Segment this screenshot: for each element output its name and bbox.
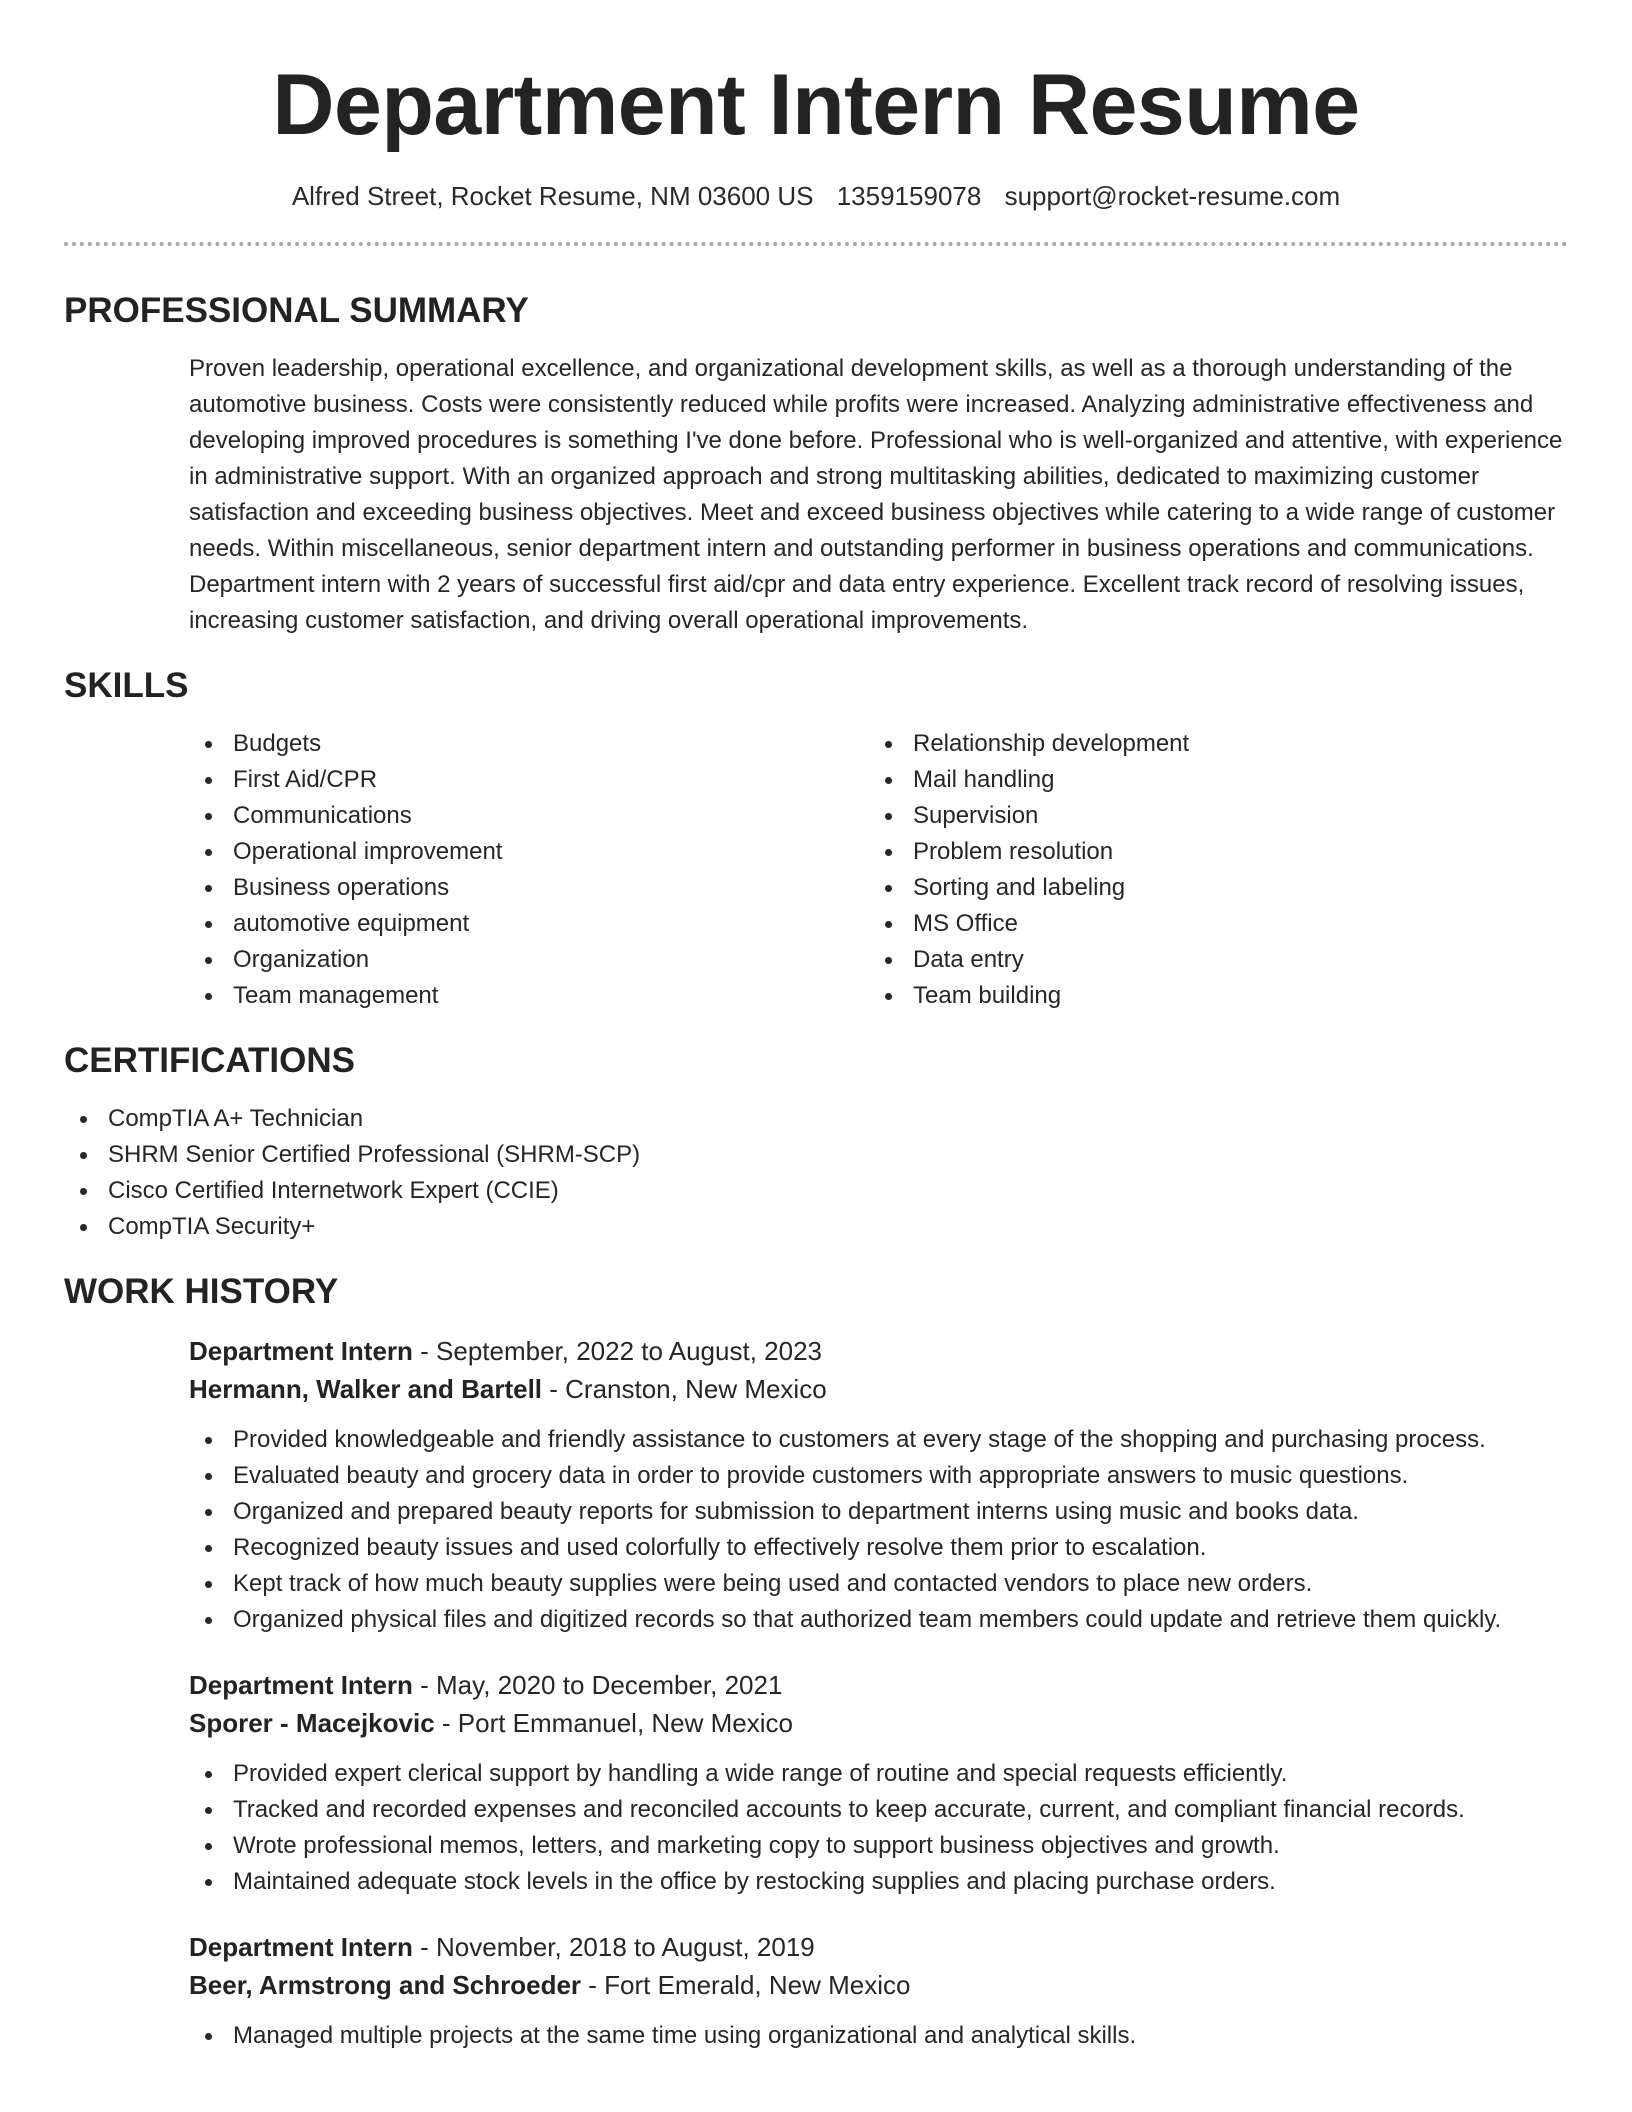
job-location: - Port Emmanuel, New Mexico bbox=[434, 1708, 793, 1738]
contact-address: Alfred Street, Rocket Resume, NM 03600 US bbox=[291, 181, 814, 211]
job-dates: - November, 2018 to August, 2019 bbox=[412, 1932, 815, 1962]
certification-item: CompTIA A+ Technician bbox=[64, 1101, 1568, 1137]
job-bullet: Evaluated beauty and grocery data in order to provide customers with appropriate answers to music questions. bbox=[189, 1458, 1568, 1494]
skill-item: Organization bbox=[189, 942, 869, 978]
job-company: Sporer - Macejkovic bbox=[189, 1708, 435, 1738]
job-bullet: Recognized beauty issues and used colorfully to effectively resolve them prior to escalation. bbox=[189, 1530, 1568, 1566]
job-location: - Fort Emerald, New Mexico bbox=[581, 1970, 911, 2000]
job-title: Department Intern bbox=[189, 1336, 413, 1366]
skills-column-right bbox=[869, 726, 1549, 1014]
job-bullet: Kept track of how much beauty supplies were being used and contacted vendors to place new orders. bbox=[189, 1566, 1568, 1602]
job-title-line bbox=[189, 1928, 1568, 1966]
skill-item: Team building bbox=[869, 978, 1549, 1014]
job-bullet: Organized physical files and digitized records so that authorized team members could update and retrieve them quickly. bbox=[189, 1602, 1568, 1638]
skill-item: Business operations bbox=[189, 870, 869, 906]
job-bullet: Wrote professional memos, letters, and marketing copy to support business objectives and growth. bbox=[189, 1828, 1568, 1864]
contact-email[interactable]: support@rocket-resume.com bbox=[1004, 181, 1341, 211]
job-entry bbox=[189, 1928, 1568, 2054]
skill-item: MS Office bbox=[869, 906, 1549, 942]
skill-item: Operational improvement bbox=[189, 834, 869, 870]
skills-column-left bbox=[189, 726, 869, 1014]
page-title: Department Intern Resume bbox=[272, 57, 1360, 153]
job-bullet: Tracked and recorded expenses and reconciled accounts to keep accurate, current, and compliant financial records. bbox=[189, 1792, 1568, 1828]
job-company-line bbox=[189, 1370, 1568, 1408]
skills-list bbox=[189, 726, 1568, 1014]
certification-item: CompTIA Security+ bbox=[64, 1209, 1568, 1245]
job-bullet: Managed multiple projects at the same time using organizational and analytical skills. bbox=[189, 2018, 1568, 2054]
job-bullets bbox=[64, 2018, 1568, 2054]
header-divider bbox=[64, 242, 1568, 246]
skill-item: Supervision bbox=[869, 798, 1549, 834]
certification-item: SHRM Senior Certified Professional (SHRM-SCP) bbox=[64, 1137, 1568, 1173]
skill-item: Problem resolution bbox=[869, 834, 1549, 870]
contact-phone: 1359159078 bbox=[836, 181, 982, 211]
job-dates: - September, 2022 to August, 2023 bbox=[412, 1336, 822, 1366]
certifications-heading: CERTIFICATIONS bbox=[64, 1041, 356, 1080]
skill-item: Sorting and labeling bbox=[869, 870, 1549, 906]
contact-line bbox=[64, 180, 1568, 212]
work-history-heading: WORK HISTORY bbox=[64, 1272, 339, 1311]
job-bullet: Organized and prepared beauty reports for submission to department interns using music and books data. bbox=[189, 1494, 1568, 1530]
skill-item: First Aid/CPR bbox=[189, 762, 869, 798]
resume-page bbox=[64, 0, 1568, 2054]
job-bullet: Provided knowledgeable and friendly assistance to customers at every stage of the shopping and purchasing process. bbox=[189, 1422, 1568, 1458]
job-entry bbox=[189, 1666, 1568, 1900]
job-entry bbox=[189, 1332, 1568, 1638]
skill-item: Data entry bbox=[869, 942, 1549, 978]
job-bullet: Provided expert clerical support by handling a wide range of routine and special requests efficiently. bbox=[189, 1756, 1568, 1792]
job-dates: - May, 2020 to December, 2021 bbox=[412, 1670, 783, 1700]
job-company-line bbox=[189, 1704, 1568, 1742]
skill-item: Communications bbox=[189, 798, 869, 834]
job-company: Beer, Armstrong and Schroeder bbox=[189, 1970, 582, 2000]
certifications-list bbox=[64, 1101, 1568, 1245]
job-bullet: Maintained adequate stock levels in the office by restocking supplies and placing purchase orders. bbox=[189, 1864, 1568, 1900]
job-title: Department Intern bbox=[189, 1932, 413, 1962]
skill-item: Team management bbox=[189, 978, 869, 1014]
skills-heading: SKILLS bbox=[64, 666, 189, 705]
skill-item: Relationship development bbox=[869, 726, 1549, 762]
job-title: Department Intern bbox=[189, 1670, 413, 1700]
skill-item: Budgets bbox=[189, 726, 869, 762]
skill-item: automotive equipment bbox=[189, 906, 869, 942]
skill-item: Mail handling bbox=[869, 762, 1549, 798]
summary-heading: PROFESSIONAL SUMMARY bbox=[64, 291, 529, 330]
job-location: - Cranston, New Mexico bbox=[542, 1374, 827, 1404]
certification-item: Cisco Certified Internetwork Expert (CCIE) bbox=[64, 1173, 1568, 1209]
job-bullets bbox=[64, 1756, 1568, 1900]
job-title-line bbox=[189, 1332, 1568, 1370]
job-title-line bbox=[189, 1666, 1568, 1704]
summary-text: Proven leadership, operational excellence, and organizational development skills, as well as a thorough understanding of the automotive business. Costs were consistently reduced while profits were increased. Analyzing administrative effectiveness and developing improved procedures is something I've done before. Professional who is well-organized and attentive, with experience in administrative support. With an organized approach and strong multitasking abilities, dedicated to maximizing customer satisfaction and exceeding business objectives. Meet and exceed business objectives while catering to a wide range of customer needs. Within miscellaneous, senior department intern and outstanding performer in business operations and communications. Department intern with 2 years of successful first aid/cpr and data entry experience. Excellent track record of resolving issues, increasing customer satisfaction, and driving overall operational improvements. bbox=[189, 355, 1563, 634]
job-company: Hermann, Walker and Bartell bbox=[189, 1374, 543, 1404]
job-company-line bbox=[189, 1966, 1568, 2004]
job-bullets bbox=[64, 1422, 1568, 1638]
